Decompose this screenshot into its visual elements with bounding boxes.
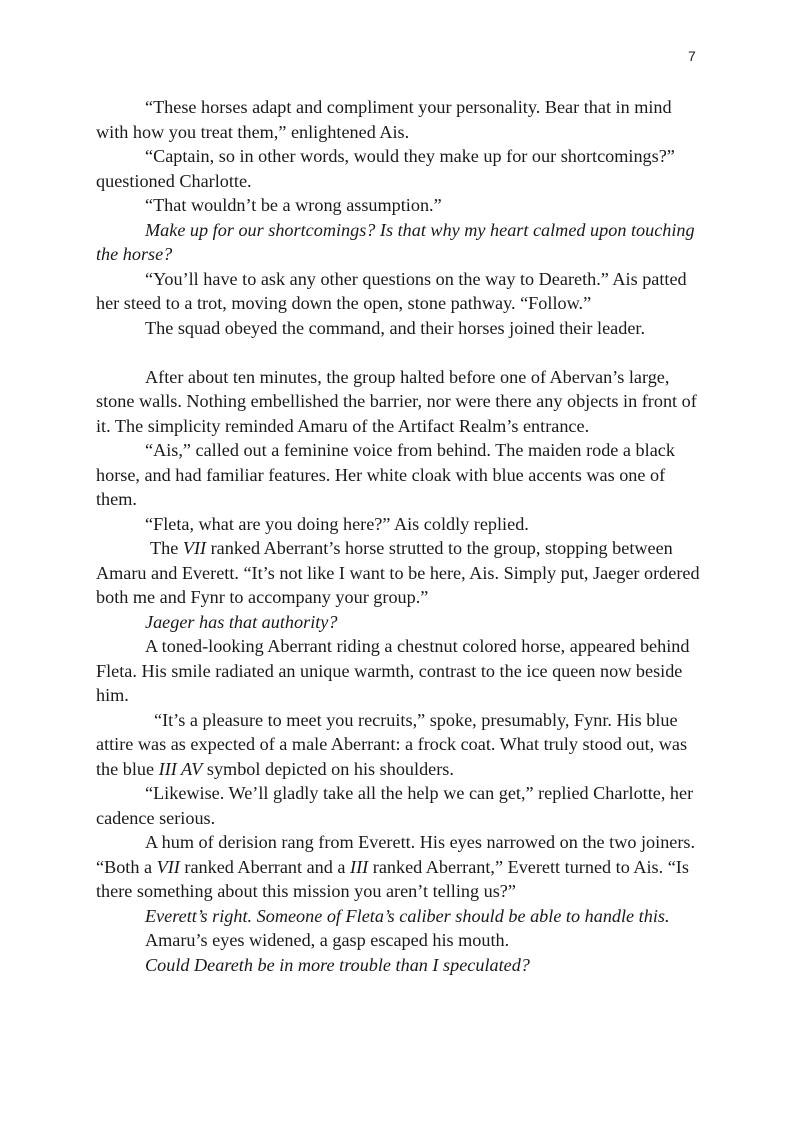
- chapter-text: [96, 95, 708, 977]
- rank-numeral: VII: [182, 538, 207, 558]
- paragraph: “These horses adapt and compliment your personality. Bear that in mind with how you treat them,” enlightened Ais.: [96, 97, 672, 142]
- paragraph: “That wouldn’t be a wrong assumption.”: [145, 195, 442, 215]
- paragraph: [96, 830, 708, 904]
- paragraph: [96, 708, 708, 782]
- text-run: “It’s a pleasure to meet you recruits,” spoke, presumably, Fynr. His blue attire was as expected of a male Aberrant: a frock coat. What truly stood out, was the blue: [96, 709, 688, 779]
- inner-thought: Jaeger has that authority?: [145, 611, 338, 632]
- text-run: ranked Aberrant and a: [179, 856, 351, 877]
- rank-numeral: VII: [156, 856, 180, 877]
- text-run: ranked Aberrant’s horse strutted to the group, stopping between Amaru and Everett. “It’s not like I want to be here, Ais. Simply put, Jaeger ordered both me and Fynr to accompany your group.”: [96, 538, 700, 607]
- text-run: ranked Aberrant,” Everett turned to Ais. “Is there something about this mission you aren’t telling us?”: [96, 856, 689, 901]
- scene-break: [96, 340, 708, 365]
- paragraph: “Fleta, what are you doing here?” Ais coldly replied.: [145, 513, 529, 534]
- paragraph: The squad obeyed the command, and their horses joined their leader.: [145, 317, 645, 338]
- paragraph: A toned-looking Aberrant riding a chestnut colored horse, appeared behind Fleta. His smile radiated an unique warmth, contrast to the ice queen now beside him.: [96, 636, 690, 705]
- paragraph: “Captain, so in other words, would they make up for our shortcomings?” questioned Charlotte.: [96, 146, 675, 191]
- paragraph: Amaru’s eyes widened, a gasp escaped his mouth.: [145, 930, 510, 950]
- paragraph: After about ten minutes, the group halted before one of Abervan’s large, stone walls. Nothing embellished the barrier, nor were there any objects in front of it. The simplicity reminded Amaru of the Artifact Realm’s entrance.: [96, 366, 697, 436]
- paragraph: “Ais,” called out a feminine voice from behind. The maiden rode a black horse, and had familiar features. Her white cloak with blue accents was one of them.: [96, 440, 675, 509]
- text-run: A hum of derision rang from Everett. His eyes narrowed on the two joiners. “Both a: [96, 832, 696, 877]
- rank-numeral: III: [350, 856, 369, 877]
- inner-thought: Could Deareth be in more trouble than I speculated?: [145, 954, 530, 975]
- inner-thought: Make up for our shortcomings? Is that why my heart calmed upon touching the horse?: [96, 219, 695, 264]
- paragraph: “Likewise. We’ll gladly take all the help we can get,” replied Charlotte, her cadence serious.: [96, 783, 694, 828]
- rank-symbol: III AV: [158, 758, 203, 779]
- inner-thought: Everett’s right. Someone of Fleta’s caliber should be able to handle this.: [145, 905, 670, 926]
- paragraph: [96, 536, 708, 610]
- page-number: 7: [688, 48, 696, 64]
- paragraph: “You’ll have to ask any other questions on the way to Deareth.” Ais patted her steed to a trot, moving down the open, stone pathway. “Follow.”: [96, 268, 687, 313]
- text-run: symbol depicted on his shoulders.: [202, 758, 454, 779]
- text-run: The: [150, 538, 183, 558]
